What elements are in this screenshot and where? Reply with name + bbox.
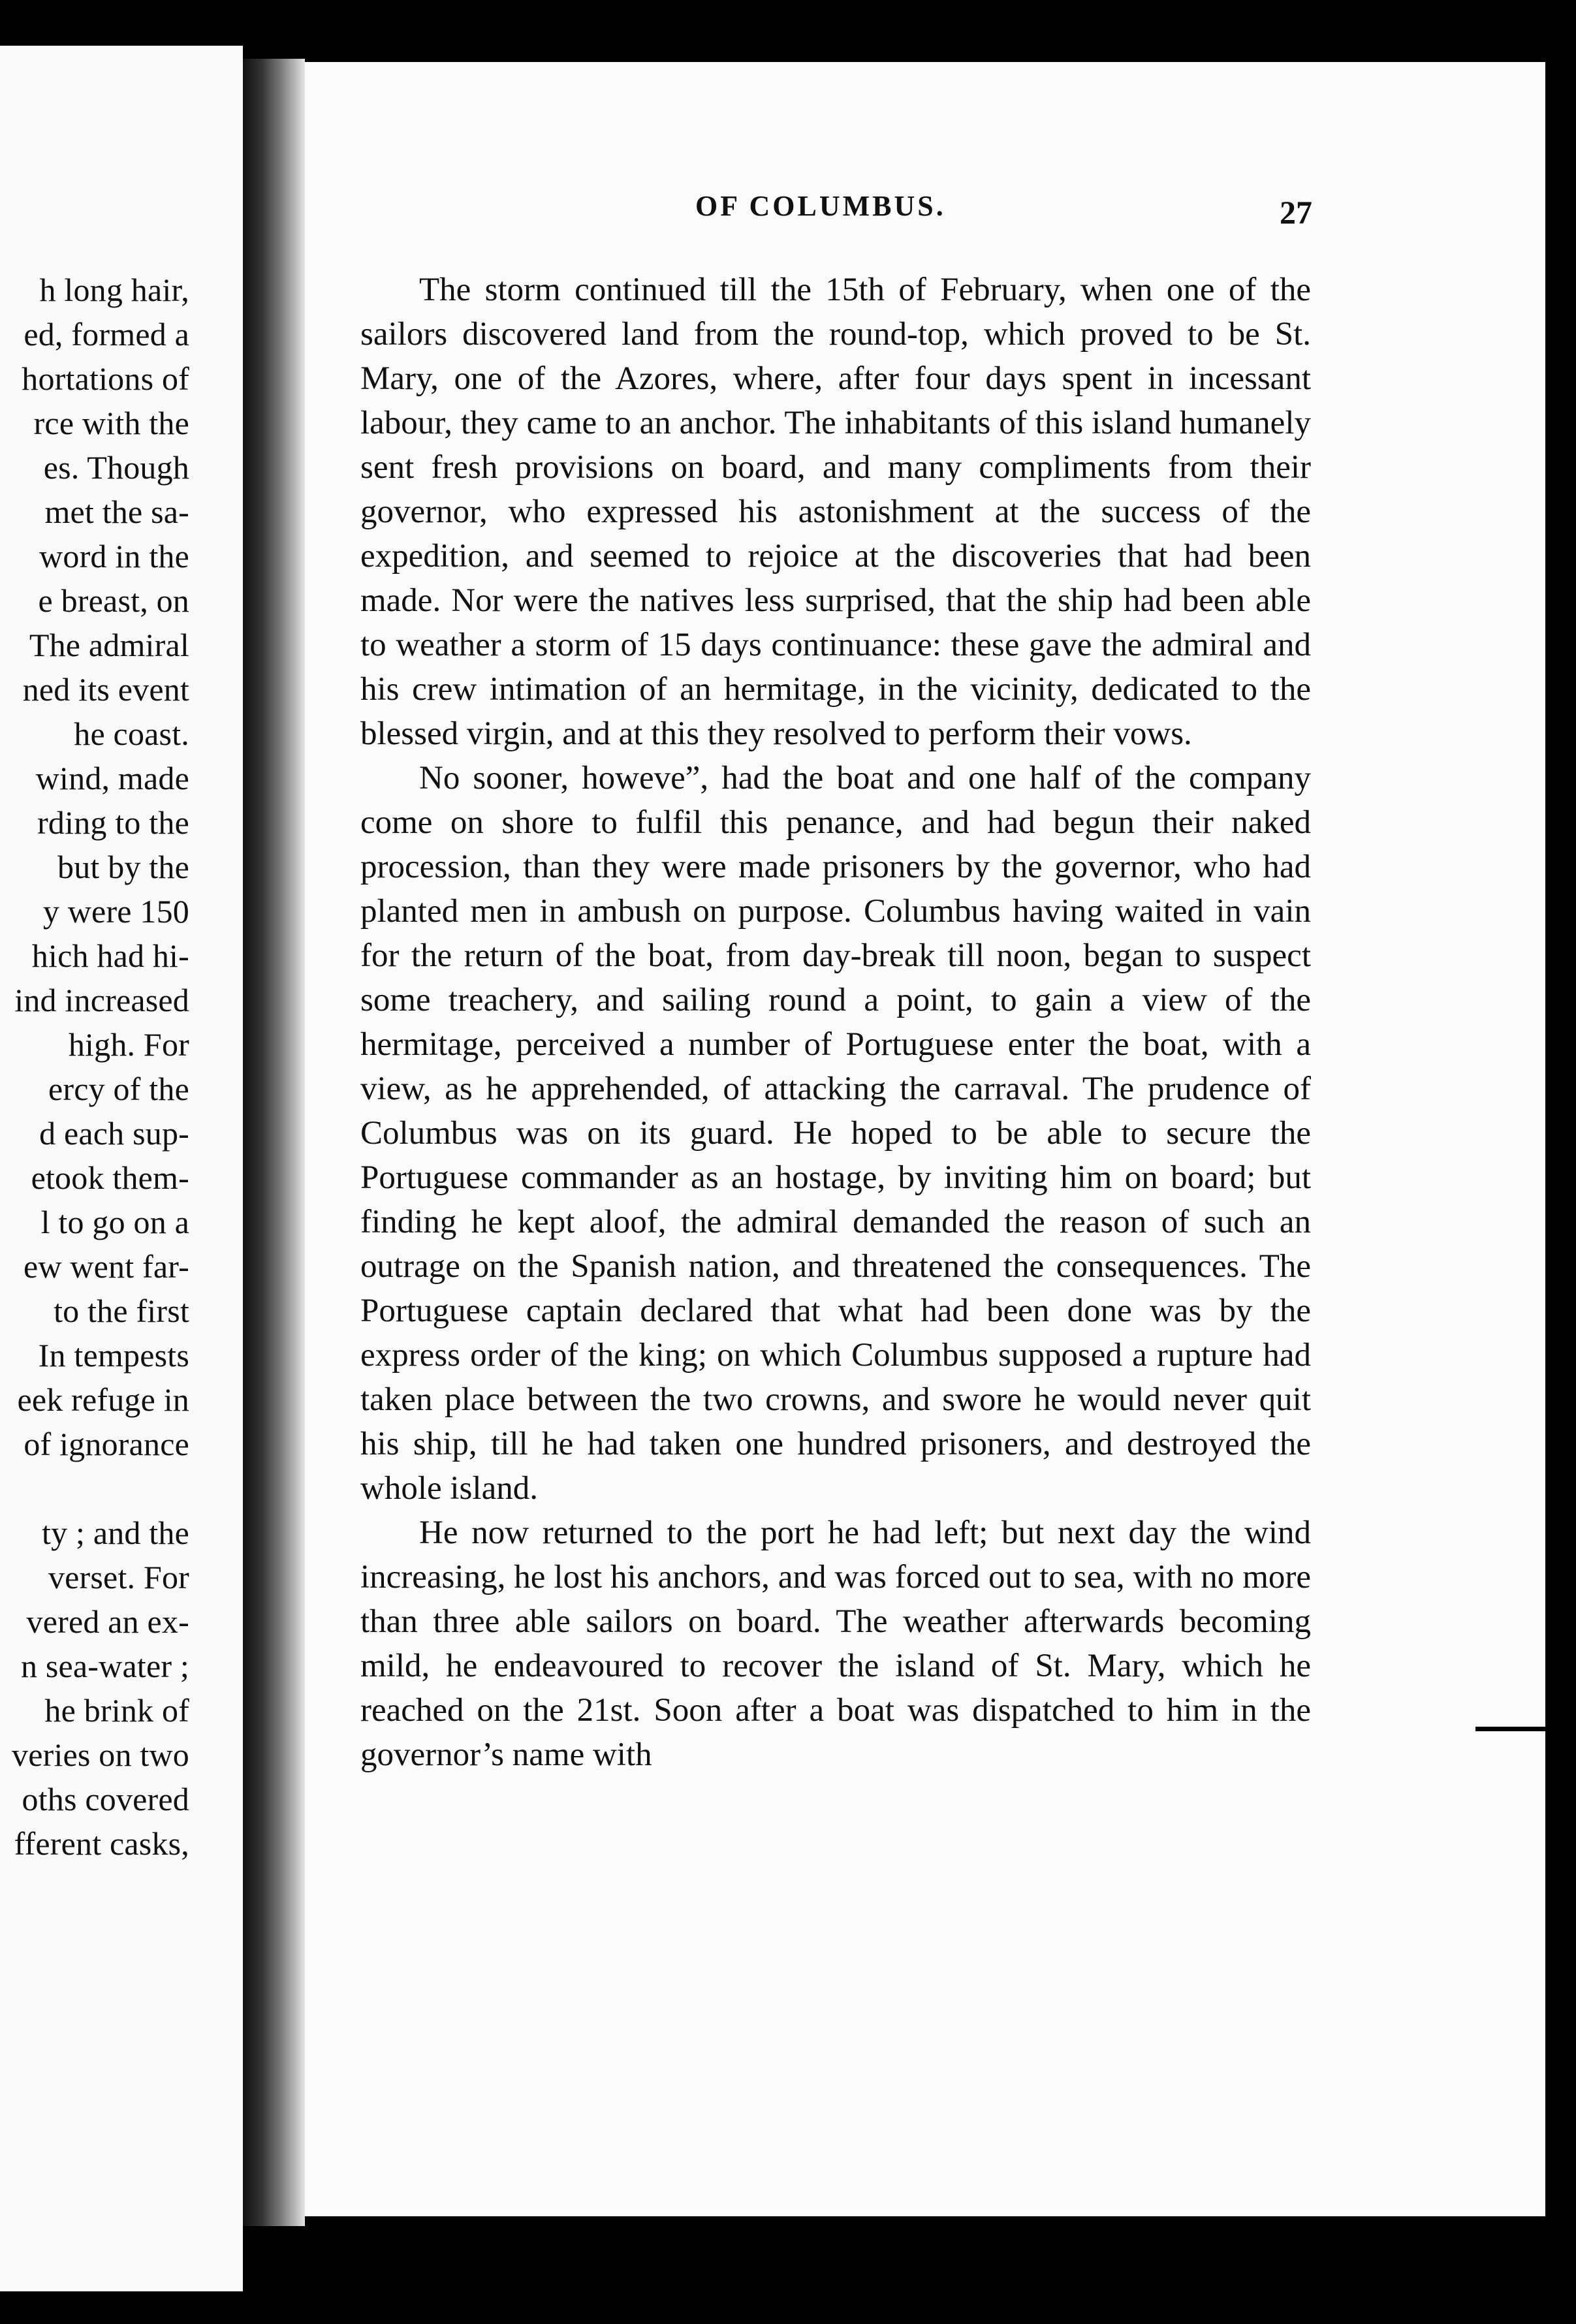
left-page-fragment-line: etook them- <box>31 1159 189 1196</box>
left-page-fragment-line: h long hair, <box>39 272 189 308</box>
paragraph-1: The storm continued till the 15th of February, when one of the sailors discovered land from the round-top, which proved to be St. Mary, one of the Azores, where, after four days spent in incessant labour, they came to an anchor. The inhabitants of this island humanely sent fresh provisions on board, and many compliments from their governor, who expressed his astonishment at the success of the expedition, and seemed to rejoice at the discoveries that had been made. Nor were the natives less surprised, that the ship had been able to weather a storm of 15 days continuance: these gave the admiral and his crew intimation of an hermitage, in the vicinity, dedicated to the blessed virgin, and at this they resolved to perform their vows. <box>360 272 1311 752</box>
book-gutter <box>243 59 305 2226</box>
left-page-fragment-line: n sea-water ; <box>20 1648 189 1684</box>
left-page-fragment-line: word in the <box>39 538 189 574</box>
left-page-fragment-line: to the first <box>54 1293 189 1329</box>
left-page-fragment-line: hortations of <box>22 360 189 397</box>
left-page-fragment-line: rding to the <box>37 804 189 841</box>
left-page-fragment-line: ercy of the <box>48 1071 189 1107</box>
body-text <box>360 268 1311 1777</box>
left-page-fragment-line: ty ; and the <box>42 1515 189 1551</box>
left-page-fragment-line: In tempests <box>38 1337 189 1374</box>
left-page-fragment-line: ind increased <box>14 982 189 1018</box>
left-page-fragment-line: e breast, on <box>38 582 189 619</box>
left-page-fragment-line: met the sa- <box>44 494 189 530</box>
left-page-fragment-line: d each sup- <box>39 1115 189 1152</box>
left-page-fragment-line: vered an ex- <box>26 1603 189 1640</box>
edge-mark <box>1475 1727 1576 1731</box>
left-page-fragment-line: he brink of <box>44 1692 189 1729</box>
left-page-fragment-line: l to go on a <box>40 1204 189 1240</box>
left-page-fragment-line: ed, formed a <box>24 316 189 353</box>
left-page-fragment-line: veries on two <box>12 1736 189 1773</box>
left-page-fragment-line: he coast. <box>74 715 189 752</box>
left-page-fragment-line: fferent casks, <box>14 1825 189 1862</box>
left-page-fragment-line: verset. For <box>48 1559 189 1595</box>
left-page-fragment-line: of ignorance <box>24 1426 189 1462</box>
left-page-fragment-line: eek refuge in <box>17 1381 189 1418</box>
left-page-fragment-line: ew went far- <box>23 1248 189 1285</box>
left-page-fragment-line: wind, made <box>35 760 189 796</box>
left-page-fragment-line: es. Though <box>43 449 189 486</box>
left-page-fragment-line: high. For <box>68 1026 189 1063</box>
paragraph-2: No sooner, howeve”, had the boat and one half of the company come on shore to fulfil this penance, and had begun their naked procession, than they were made prisoners by the governor, who had planted men in ambush on purpose. Columbus having waited in vain for the return of the boat, from day-break till noon, began to suspect some treachery, and sailing round a point, to gain a view of the hermitage, perceived a number of Portuguese enter the boat, with a view, as he apprehended, of attacking the carraval. The prudence of Columbus was on its guard. He hoped to be able to secure the Portuguese commander as an hostage, by inviting him on board; but finding he kept aloof, the admiral demanded the reason of such an outrage on the Spanish nation, and threatened the consequences. The Portuguese captain declared that what had been done was by the express order of the king; on which Columbus supposed a rupture had taken place between the two crowns, and swore he would never quit his ship, till he had taken one hundred prisoners, and destroyed the whole island. <box>360 760 1311 1507</box>
paragraph-3: He now returned to the port he had left; but next day the wind increasing, he lost his anchors, and was forced out to sea, with no more than three able sailors on board. The weather afterwards becoming mild, he endeavoured to recover the island of St. Mary, which he reached on the 21st. Soon after a boat was dispatched to him in the governor’s name with <box>360 1515 1311 1773</box>
left-page-fragment-line: rce with the <box>33 405 189 441</box>
left-page <box>0 46 243 2291</box>
left-page-fragment-line: hich had hi- <box>31 937 189 974</box>
left-page-fragment-line: ned its event <box>22 671 189 708</box>
left-page-fragment-line: The admiral <box>29 627 189 663</box>
running-head: OF COLUMBUS. <box>695 190 946 222</box>
left-page-fragment-line: but by the <box>57 849 189 885</box>
page-number: 27 <box>1280 194 1312 230</box>
left-page-fragment-line: y were 150 <box>42 893 189 930</box>
left-page-fragment-line: oths covered <box>22 1781 189 1817</box>
